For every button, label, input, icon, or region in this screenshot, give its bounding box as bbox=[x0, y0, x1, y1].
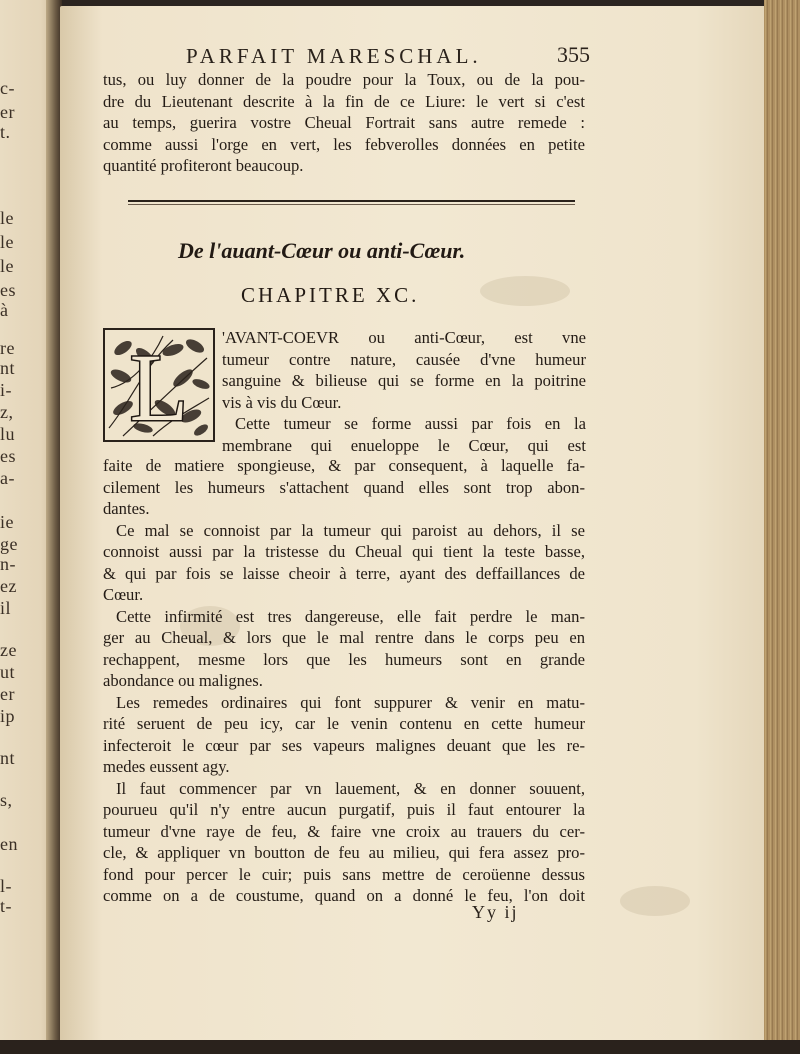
section-rule bbox=[128, 200, 575, 202]
facing-page-fragment: lu bbox=[0, 424, 16, 444]
section-title: De l'auant-Cœur ou anti-Cœur. bbox=[178, 238, 466, 263]
text-line: infecteroit le cœur par ses vapeurs malignes deuant que les re- bbox=[103, 735, 585, 755]
text-line: Cette tumeur se forme aussi par fois en la bbox=[235, 414, 586, 433]
opening-paragraph bbox=[222, 327, 586, 456]
text-line: tumeur d'vne raye de feu, & faire vne croix au trauers du cer- bbox=[103, 821, 585, 841]
text-line: Ce mal se connoist par la tumeur qui paroist au dehors, il se bbox=[116, 520, 585, 540]
text-line: ger au Cheual, & lors que le mal rentre dans le corps peu en bbox=[103, 628, 585, 647]
chapter-title: CHAPITRE XC. bbox=[241, 283, 420, 307]
facing-page-fragment: le bbox=[0, 208, 14, 228]
facing-page-fragment: nt bbox=[0, 748, 16, 768]
facing-page-fragment: c- bbox=[0, 78, 15, 98]
body-text bbox=[103, 455, 585, 907]
facing-page-fragment: le bbox=[0, 256, 14, 276]
facing-page-fragment: ez bbox=[0, 576, 17, 596]
facing-page-fragment: t. bbox=[0, 122, 11, 142]
text-line: au temps, guerira vostre Cheual Fortrait sans autre remede : bbox=[103, 113, 585, 132]
text-line: rité seruent de peu icy, car le venin contenu en cette humeur bbox=[103, 714, 585, 733]
text-line: Les remedes ordinaires qui font suppurer & venir en matu- bbox=[116, 692, 585, 712]
facing-page-fragment: t- bbox=[0, 896, 12, 916]
text-line: Cette infirmité est tres dangereuse, elle fait perdre le man- bbox=[116, 606, 585, 626]
text-line: abondance ou malignes. bbox=[103, 671, 263, 690]
text-line: dantes. bbox=[103, 499, 150, 518]
text-line: sanguine & bilieuse qui se forme en la poitrine bbox=[222, 371, 586, 390]
facing-page-fragment: ze bbox=[0, 640, 17, 660]
facing-page-fragment: à bbox=[0, 300, 9, 320]
text-line: Cœur. bbox=[103, 585, 144, 604]
text-line: & qui par fois se laisse cheoir à terre, ayant des deffaillances de bbox=[103, 563, 585, 583]
catchword-signature: Yy ij bbox=[472, 902, 519, 922]
page-edges bbox=[764, 0, 800, 1054]
facing-page-fragment: l- bbox=[0, 876, 12, 896]
facing-page-fragment: ie bbox=[0, 512, 14, 532]
facing-page-fragment: ut bbox=[0, 662, 16, 682]
text-line: Il faut commencer par vn lauement, & en donner souuent, bbox=[116, 778, 585, 798]
facing-page-fragment: n- bbox=[0, 554, 16, 574]
text-line: medes eussent agy. bbox=[103, 757, 230, 776]
facing-page-fragment: es bbox=[0, 446, 16, 466]
text-line: tus, ou luy donner de la poudre pour la Toux, ou de la pou- bbox=[103, 70, 585, 89]
text-line: cle, & appliquer vn boutton de feu au milieu, qui fera assez pro- bbox=[103, 843, 585, 862]
facing-page-fragment: z, bbox=[0, 402, 14, 422]
facing-page-fragment: il bbox=[0, 598, 12, 618]
text-line: 'AVANT-COEVR ou anti-Cœur, est vne bbox=[222, 328, 586, 347]
facing-page-fragment: le bbox=[0, 232, 14, 252]
text-line: quantité profiteront beaucoup. bbox=[103, 156, 304, 175]
text-line: comme aussi l'orge en vert, les febverolles données en petite bbox=[103, 134, 585, 154]
facing-page-fragment: er bbox=[0, 684, 15, 704]
facing-page-fragment: ip bbox=[0, 706, 16, 726]
text-line: pourueu qu'il n'y entre aucun purgatif, puis il faut entourer la bbox=[103, 800, 585, 819]
facing-page-fragment: s, bbox=[0, 790, 13, 810]
facing-page-fragment: es bbox=[0, 280, 16, 300]
facing-page-fragment: i- bbox=[0, 380, 12, 400]
page-number: 355 bbox=[557, 42, 590, 67]
text-line: faite de matiere spongieuse, & par consequent, à laquelle fa- bbox=[103, 456, 585, 475]
drop-cap-letter: L bbox=[129, 334, 189, 441]
running-head: PARFAIT MARESCHAL. bbox=[186, 44, 482, 68]
facing-page-fragment: ge bbox=[0, 534, 18, 554]
facing-page-fragment: a- bbox=[0, 468, 15, 488]
bottom-shadow bbox=[0, 1040, 800, 1054]
text-line: membrane qui enueloppe le Cœur, qui est bbox=[222, 435, 586, 455]
facing-page-fragment: re bbox=[0, 338, 15, 358]
text-line: fond pour percer le cuir; puis sans mettre de ceroüenne dessus bbox=[103, 864, 585, 884]
facing-page-fragment: en bbox=[0, 834, 18, 854]
text-line: tumeur contre nature, causée d'vne humeur bbox=[222, 349, 586, 369]
facing-page-fragment: er bbox=[0, 102, 15, 122]
text-line: connoist aussi par la tristesse du Cheual qui tient la teste basse, bbox=[103, 542, 585, 561]
text-line: cilement les humeurs s'attachent quand elles sont trop abon- bbox=[103, 477, 585, 497]
facing-page-fragment: nt bbox=[0, 358, 16, 378]
text-line: comme on a de coustume, quand on a donné le feu, l'on doit bbox=[103, 886, 585, 905]
text-line: rechappent, mesme lors que les humeurs sont en grande bbox=[103, 649, 585, 669]
foliage-ornament-icon bbox=[103, 328, 215, 442]
decorated-initial bbox=[103, 328, 215, 442]
section-rule-thin bbox=[128, 204, 575, 205]
text-line: vis à vis du Cœur. bbox=[222, 392, 342, 412]
text-line: dre du Lieutenant descrite à la fin de ce Liure: le vert si c'est bbox=[103, 91, 585, 111]
top-paragraph bbox=[103, 69, 585, 177]
